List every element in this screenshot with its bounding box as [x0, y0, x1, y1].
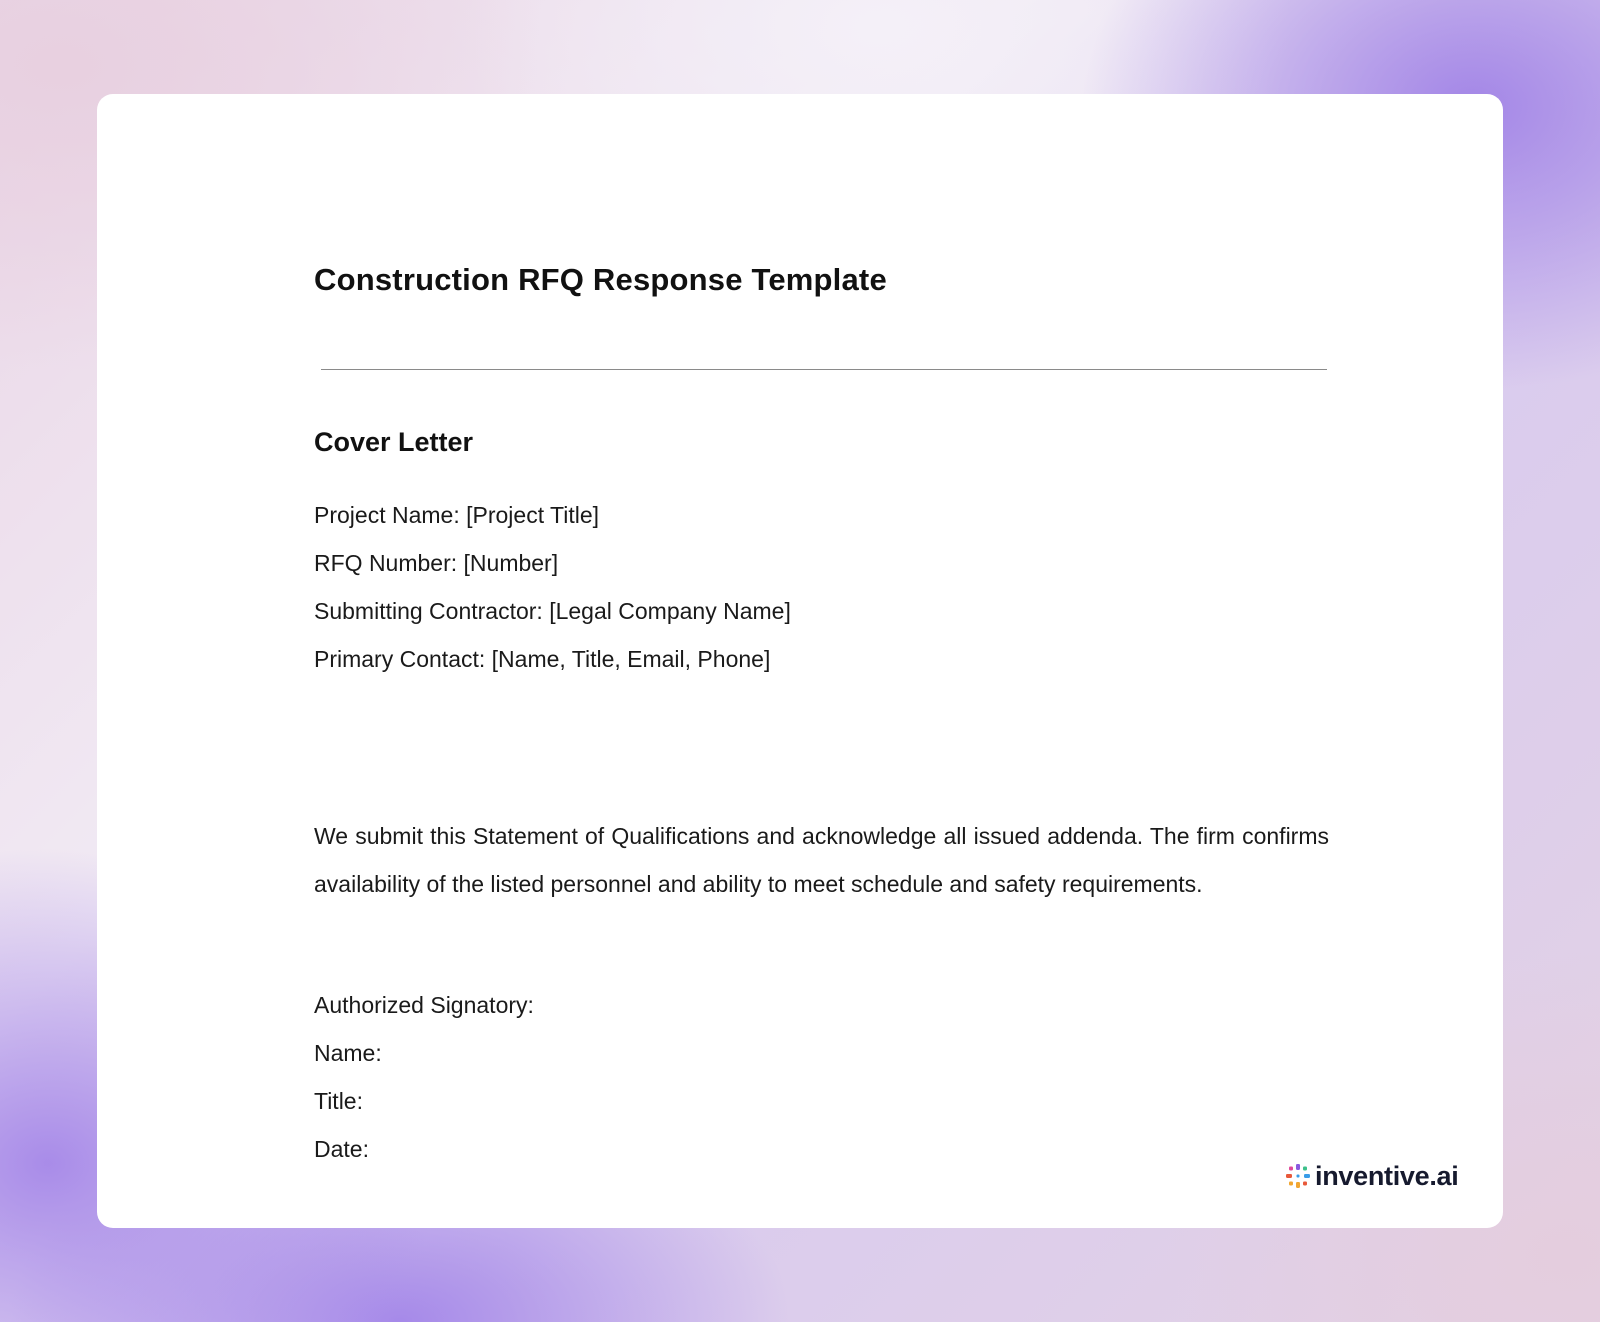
sparkle-burst-icon — [1285, 1163, 1311, 1189]
signature-authorized-signatory: Authorized Signatory: — [314, 992, 534, 1018]
cover-letter-paragraph: We submit this Statement of Qualifications and acknowledge all issued addenda. The firm confirms availability of the listed personnel and ability to meet schedule and safety requirements. — [314, 823, 1329, 897]
signature-date: Date: — [314, 1136, 369, 1162]
logo-text: inventive.ai — [1315, 1160, 1459, 1191]
field-project-name: Project Name: [Project Title] — [314, 502, 600, 528]
section-title: Cover Letter — [314, 427, 474, 457]
document-card — [97, 94, 1503, 1228]
cover-letter-fields — [314, 491, 1334, 683]
signature-block — [314, 981, 1014, 1173]
document-title: Construction RFQ Response Template — [314, 262, 887, 297]
title-divider — [321, 369, 1327, 370]
field-submitting-contractor: Submitting Contractor: [Legal Company Name] — [314, 598, 791, 624]
signature-name: Name: — [314, 1040, 382, 1066]
brand-logo — [1285, 1156, 1458, 1196]
field-primary-contact: Primary Contact: [Name, Title, Email, Phone] — [314, 646, 771, 672]
signature-title: Title: — [314, 1088, 363, 1114]
field-rfq-number: RFQ Number: [Number] — [314, 550, 559, 576]
